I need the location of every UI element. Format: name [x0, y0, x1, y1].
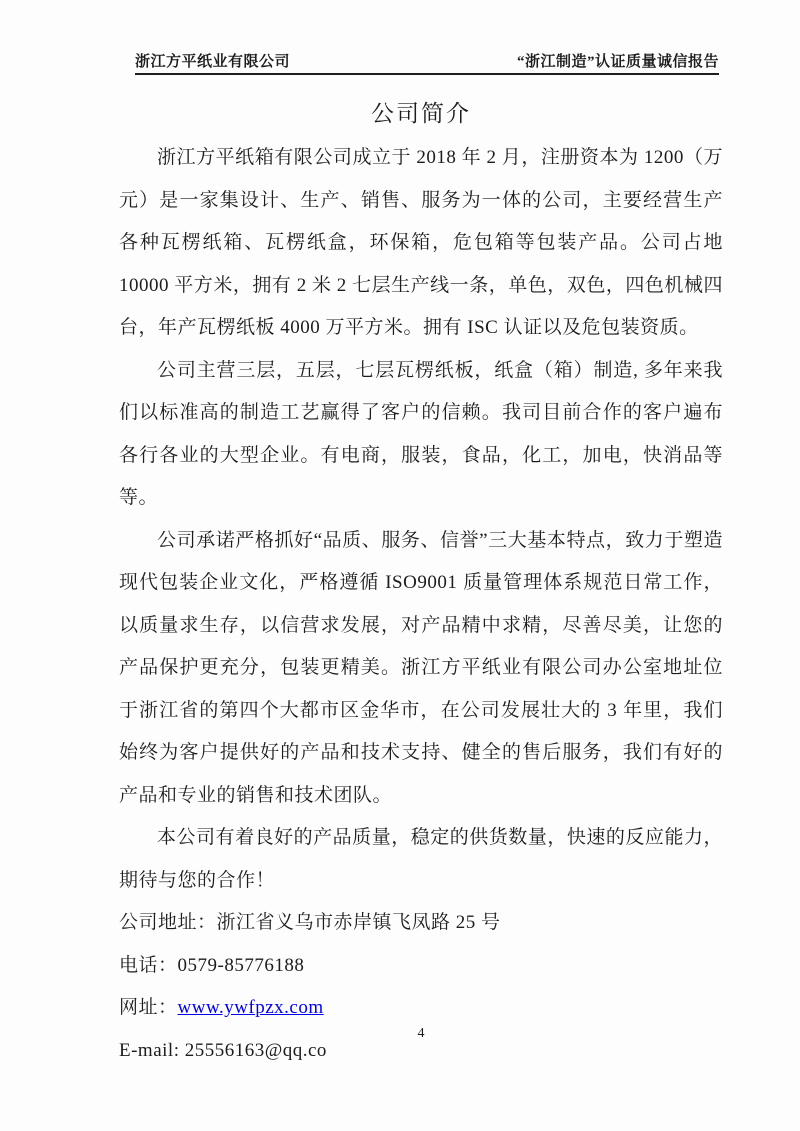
address-value: 浙江省义乌市赤岸镇飞凤路 25 号: [216, 912, 501, 933]
website-link[interactable]: www.ywfpzx.com: [177, 997, 324, 1018]
phone-value: 0579-85776188: [177, 954, 305, 976]
phone-label: 电话：: [119, 954, 178, 976]
page-header: [135, 50, 719, 75]
header-report-title: “浙江制造”认证质量诚信报告: [516, 54, 719, 70]
email-value: 25556163@qq.co: [184, 1039, 327, 1061]
website-label: 网址：: [119, 997, 178, 1018]
page-number: 4: [417, 1026, 425, 1041]
paragraph-quality-commitment: 公司承诺严格抓好“品质、服务、信誉”三大基本特点，致力于塑造现代包装企业文化，严格遵循 ISO9001 质量管理体系规范日常工作，以质量求生存，以信营求发展，对产品精中求精，尽善尽美，让您的产品保护更充分，包装更精美。浙江方平纸业有限公司办公室地址位于浙江省的第四个大都市区金华市，在公司发展壮大的 3 年里，我们始终为客户提供好的产品和技术支持、健全的售后服务，我们有好的产品和专业的销售和技术团队。: [119, 529, 723, 806]
page-title: 公司简介: [371, 101, 471, 126]
email-label: E-mail:: [119, 1039, 185, 1061]
paragraph-main-business: 公司主营三层，五层，七层瓦楞纸板，纸盒（箱）制造, 多年来我们以标准高的制造工艺赢得了客户的信赖。我司目前合作的客户遍布各行各业的大型企业。有电商，服装，食品，化工，加电，快消品等等。: [119, 359, 723, 508]
paragraph-company-overview: 浙江方平纸箱有限公司成立于 2018 年 2 月，注册资本为 1200（万元）是一家集设计、生产、销售、服务为一体的公司，主要经营生产各种瓦楞纸箱、瓦楞纸盒，环保箱，危包箱等包装产品。公司占地 10000 平方米，拥有 2 米 2 七层生产线一条，单色，双色，四色机械四台，年产瓦楞纸板 4000 万平方米。拥有 ISC 认证以及危包装资质。: [119, 147, 723, 338]
phone-line: [119, 945, 723, 988]
document-body: [119, 137, 723, 1072]
address-label: 公司地址：: [119, 912, 217, 933]
address-line: [119, 902, 723, 945]
header-company-name: 浙江方平纸业有限公司: [135, 54, 291, 70]
website-line: [119, 987, 723, 1030]
paragraph-cooperation-invite: 本公司有着良好的产品质量，稳定的供货数量，快速的反应能力，期待与您的合作！: [119, 827, 723, 891]
